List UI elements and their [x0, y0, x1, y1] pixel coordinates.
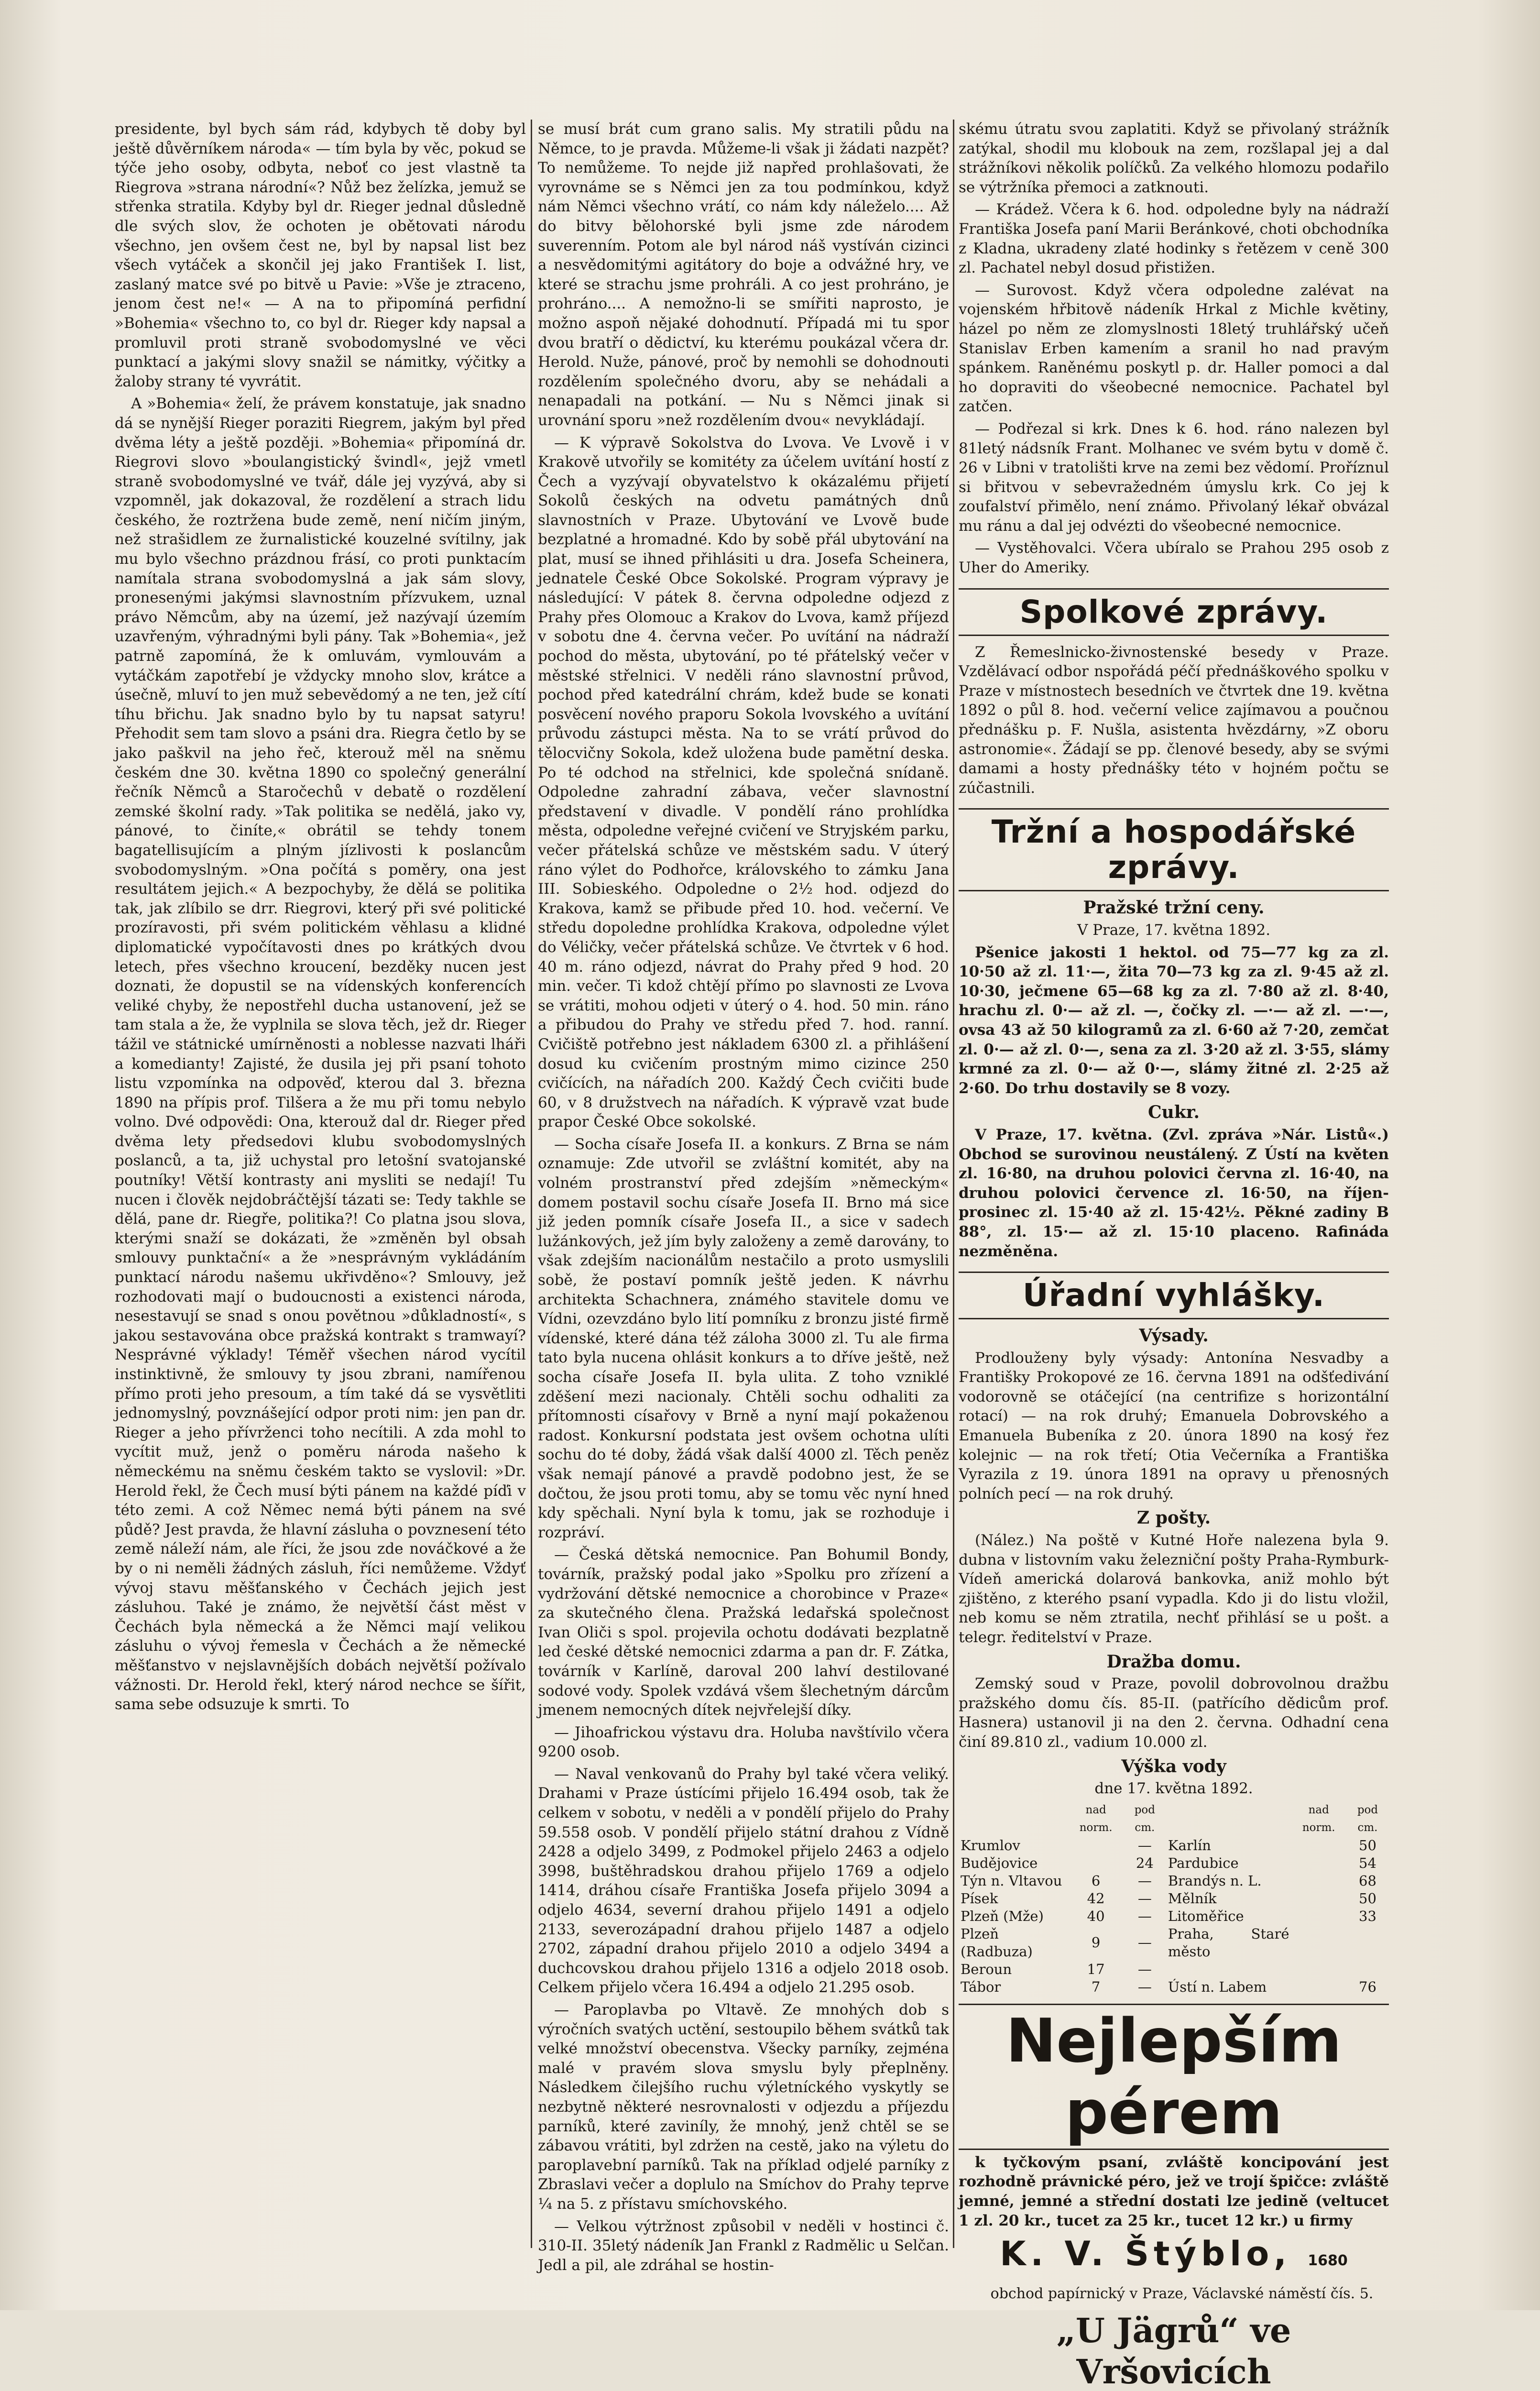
column-3 [959, 120, 1389, 2391]
table-header-cell: pod cm. [1134, 1803, 1155, 1834]
table-cell: — [1137, 1872, 1152, 1889]
dateline: dne 17. května 1892. [1094, 1780, 1253, 1798]
table-cell: 9 [1091, 1934, 1101, 1951]
table-cell: 24 [1136, 1854, 1154, 1871]
column-rule [953, 120, 954, 2248]
table-cell: Krumlov [961, 1837, 1020, 1854]
table-cell: Beroun [961, 1961, 1012, 1977]
news-item-visitors: — Naval venkovanů do Prahy byl také včera veliký. Drahami v Praze ústícími přijelo 16.494 osob, tak že celkem v sobotu, v neděli a v pondělí přijelo do Prahy 59.558 osob. V pondělí přijelo státní drahou z Vídně 2428 a odjelo 3499, z Podmokel přijelo 2463 a odjelo 3998, buštěhradskou drahou přijelo 1769 a odjelo 1414, dráhou císaře Františka Josefa přijelo 3094 a odjelo 4634, severní drahou přijelo 1491 a odjelo 2133, severozápadní drahou přijelo 1487 a odjelo 2702, západní drahou přijelo 2010 a odjelo 3494 a duchcovskou drahou přijelo 1316 a odjelo 2018 osob. Celkem přijelo včera 16.494 a odjelo 21.295 osob. [538, 1765, 949, 1996]
table-row [959, 1837, 1389, 1854]
table-cell [1291, 1854, 1346, 1872]
table-cell: Ústí n. Labem [1168, 1978, 1267, 1995]
table-cell: — [1137, 1934, 1152, 1951]
table-cell: 33 [1359, 1908, 1376, 1924]
table-cell: Karlín [1168, 1837, 1211, 1854]
article-paragraph: se musí brát cum grano salis. My stratili půdu na Němce, to je pravda. Můžeme-li však ji žádati nazpět? To nemůžeme. To nejde již napřed prohlašovati, že vyrovnáme se s Němci jen za tou podmínkou, když nám Němci všechno vrátí, co nám kdy náleželo.... Až do bitvy bělohorské byli jsme zde národem suverenním. Potom ale byl národ náš vystíván cizinci a nesvědomitými agitátory do boje a odvážné hry, ve které se strachu jsme prohráli. A co jest prohráno, je prohráno.... A nemožno-li se smířiti naprosto, je možno aspoň nějaké dohodnutí. Případá mi tu spor dvou bratří o dědictví, ku kterému poukázal včera dr. Herold. Nuže, pánové, proč by nemohli se dohodnouti rozdělením společného dvoru, aby se nehádali a nenapadali na potkání. — Nu s Němci jinak si urovnání sporu »než rozdělením dvou« nevykládají. [538, 121, 949, 429]
subheading-vysady: Výsady. [1139, 1326, 1209, 1346]
table-cell: Plzeň (Radbuza) [961, 1925, 1033, 1960]
table-cell [1291, 1961, 1346, 1978]
table-cell: — [1137, 1908, 1152, 1924]
advert-title-pen: Nejlepším pérem [959, 2004, 1389, 2150]
table-cell: Litoměřice [1168, 1908, 1244, 1924]
table-cell [1291, 1837, 1346, 1854]
news-item: skému útratu svou zaplatiti. Když se přivolaný strážník zatýkal, shodil mu klobouk na zem, rozšlapal jej a dal strážníkovi několik políčků. Za velkého hlomozu podařilo se výtržníka přemoci a zatknouti. [959, 121, 1389, 196]
section-heading-spolkove: Spolkové zprávy. [959, 588, 1389, 636]
table-cell [1068, 1854, 1123, 1872]
news-item: — Surovost. Když včera odpoledne zalévat na vojenském hřbitově nádeník Hrkal z Michle květiny, házel po něm ze zlomyslnosti 18letý truhlářský učeň Stanislav Erben kamením a sranil ho nad pravým spánkem. Raněnému poskytl p. dr. Haller pomoci a dal ho dopraviti do všeobecné nemocnice. Pachatel byl zatčen. [959, 281, 1389, 416]
advert-firm-label: K. V. Štýblo, [1000, 2234, 1291, 2274]
section-text: Z Řemeslnicko-živnostenské besedy v Praze. Vzdělávací odbor nspořádá péčí přednáškového spolku v Praze v místnostech besedních ve čtvrtek dne 19. května 1892 o půl 8. hod. večerní velice zajímavou a poučnou přednášku p. F. Nušla, asistenta hvězdárny, »Z oboru astronomie«. Žádají se pp. členové besedy, aby se svými damami a hosty přednášky této v hojném počtu se zúčastnili. [959, 643, 1389, 797]
table-cell: 17 [1087, 1961, 1105, 1977]
table-cell: Mělník [1168, 1890, 1217, 1907]
table-cell: — [1137, 1837, 1152, 1854]
table-cell: 54 [1359, 1854, 1376, 1871]
table-header-cell: nad norm. [1079, 1803, 1113, 1834]
table-cell: Písek [961, 1890, 998, 1907]
table-cell: 6 [1091, 1872, 1101, 1889]
table-cell [1166, 1961, 1291, 1978]
table-row [959, 1872, 1389, 1890]
column-1 [115, 120, 526, 2248]
table-cell [1291, 1890, 1346, 1908]
subheading-cukr: Cukr. [1148, 1102, 1200, 1123]
table-cell: — [1137, 1890, 1152, 1907]
table-cell [1291, 1872, 1346, 1890]
table-header-cell: pod cm. [1357, 1803, 1378, 1834]
table-row [959, 1925, 1389, 1961]
subheading-posty: Z pošty. [1136, 1508, 1211, 1528]
table-cell: 7 [1091, 1978, 1101, 1995]
advert-text: k tyčkovým psaní, zvláště koncipování jest rozhodně právnické péro, jež ve trojí špičce: zvláště jemné, jemné a střední dostati lze jedině (veltucet 1 zl. 20 kr., tucet za 25 kr., tucet 12 kr.) u firmy [959, 2153, 1389, 2229]
news-item-hospital: — Česká dětská nemocnice. Pan Bohumil Bondy, továrník, pražský podal jako »Spolku pro zřízení a vydržování dětské nemocnice a chorobince v Praze« za skutečného člena. Pražská ledařská společnost Ivan Oliči s spol. projevila ochotu dodávati bezplatně led české dětské nemocnici zdarma a pan dr. F. Zátka, továrník v Karlíně, daroval 200 lahví destilované sodové vody. Spolek vzdává všem šlechetným dárcům jmenem nemocných dítek nejvřelejší díky. [538, 1546, 949, 1719]
section-heading-trzni: Tržní a hospodářské zprávy. [959, 808, 1389, 891]
table-cell [1291, 1908, 1346, 1925]
table-cell: 68 [1359, 1872, 1376, 1889]
table-cell [1346, 1925, 1389, 1961]
table-cell: 40 [1087, 1908, 1105, 1924]
table-cell: Brandýs n. L. [1168, 1872, 1262, 1889]
column-2 [538, 120, 949, 2274]
advert-address: obchod papírnický v Praze, Václavské náměstí čís. 5. [990, 2285, 1374, 2303]
news-item: — Vystěhovalci. Včera ubíralo se Prahou 295 osob z Uher do Ameriky. [959, 539, 1389, 577]
subheading-ceny: Pražské tržní ceny. [1083, 898, 1265, 918]
advert-firm-name [959, 2233, 1389, 2281]
table-cell: — [1137, 1978, 1152, 1995]
table-row [959, 1890, 1389, 1908]
table-header-cell: nad norm. [1302, 1803, 1335, 1834]
table-cell: 50 [1359, 1890, 1376, 1907]
section-text: (Nález.) Na poště v Kutné Hoře nalezena byla 9. dubna v listovním vaku železniční pošty Praha-Rymburk-Vídeň americká dolarová bankovka, aniž mohlo být zjištěno, z kterého psaní vypadla. Kdo ji do listu vložil, neb komu se něm ztratila, nechť přihlásí se u pošt. a telegr. ředitelství v Praze. [959, 1532, 1389, 1646]
table-row [959, 1854, 1389, 1872]
advert-code: 1680 [1308, 2252, 1348, 2270]
table-cell: Pardubice [1168, 1854, 1239, 1871]
table-cell: Plzeň (Mže) [961, 1908, 1044, 1924]
table-row [959, 1961, 1389, 1978]
article-paragraph: A »Bohemia« želí, že právem konstatuje, jak snadno dá se nynější Rieger poraziti Riegrem, jakým byl před dvěma léty a ještě později. »Bohemia« připomíná dr. Riegrovi slovo »boulangistický švindl«, jejž vmetl straně svobodomyslné ve tvář, dále jej vyzývá, aby si vzpomněl, jak dokazoval, že rozdělení a strach lidu českého, že roztržena bude země, není ničím jiným, než strašidlem ze žurnalistické kouzelné svítilny, jak mu bylo všechno prázdnou frásí, co proti punktacím namítala strana svobodomyslná a jak sám slovy, pronesenými jakýmsi slavnostním přízvukem, uznal právo Němcům, aby na území, jež nazývají územím uzavřeným, výhradnými byli pány. Tak »Bohemia«, jež patrně zapomíná, že k omluvám, vymlouvám a vytáčkám zapotřebí je vždycky mnoho slov, krátce a úsečně, mluví to jen muž sebevědomý a ne ten, jež cítí tíhu břichu. Jak snadno bylo by tu napsat satyru! Přehodit sem tam slovo a psáni dra. Riegra četlo by se jako paškvil na jeho řeč, kterouž měl na sněmu českém dne 30. května 1890 co společný generální řečník Němců a Staročechů v debatě o rozdělení zemské školní rady. »Tak politika se nedělá, jako vy, pánové, to činíte,« obrátil se tehdy tonem bagatellisujícím a plným jízlivosti k poslancům svobodomyslným. »Ona počítá s poměry, ona jest resultátem jejich.« A bezpochyby, že dělá se politika tak, jak zlíbilo se drr. Riegrovi, který při své politické prozíravosti, při svém politickém věhlasu a klidné diplomatické vypočítavosti dnes po krátkých dvou letech, přes všechno kroucení, bezděky nucen jest doznati, že dopustil se na vídenských konferencích veliké chyby, že nepostřehl ducha ustanovení, jež se tam stala a že, že vyplnila se slova těch, jež dr. Rieger tážil ve státnické umírněnosti a noblesse nazvati lháři a komedianty! Zajisté, že dusila jej při psaní tohoto listu vzpomínka na odpověď, kterou dal 3. března 1890 na přípis prof. Tilšera a že mu při tomu nebylo volno. Dvé odpovědi: Ona, kterouž dal dr. Rieger před dvěma lety předsedovi klubu svobodomyslných poslanců, a ta, již uchystal pro letošní svatojanské poutníky! Větší kontrasty ani mysliti se nedají! Tu nucen i člověk nejdobráčtější tázati se: Tedy takhle se dělá, pane dr. Riegře, politika?! Co platna jsou slova, kterými snaží se dokázati, že »změněn byl obsah smlouvy punktační« a že »nesprávným vykládáním punktací národu našemu ukřivděno«? Smlouvy, jež rozhodovati mají o budoucnosti a existenci národa, nesestavují se snad s onou povětnou »důkladností«, s jakou sestavována obce pražská kontrakt s tramwayí? Nesprávné výklady! Téměř všechen národ vycítil instinktivně, že smlouvy ty jsou zbrani, namířenou přímo proti jeho presoum, a tím také dá se vysvětliti jednomyslný, povznášející odpor proti nim: jen pan dr. Rieger a jeho přívrženci toho necítili. A zda mohl to vycítit muž, jenž o poměru národa našeho k německému na sněmu českém takto se vyslovil: »Dr. Herold řekl, že Čech musí býti pánem na každé píďi v této zemi. A což Němec nemá býti pánem na své půdě? Jest pravda, že hlavní zásluha o povznesení této země náleží nám, ale říci, že jsou zde nováčkové a že by o ni neměli žádných zásluh, říci nemůžeme. Vždyť vývoj stavu měšťanského v Čechách jejich jest zásluhou. Také je známo, že největší část měst v Čechách byla německá a že Němci mají velikou zásluhu o vývoj řemesla v Čechách a že německé měšťanstvo v nejslavnějších dobách největší požívalo vážnosti. Dr. Herold řekl, který národ nechce se šířit, sama sebe odsuzuje k smrti. To [115, 395, 526, 1713]
table-cell [1291, 1925, 1346, 1961]
subheading-vody: Výška vody [1121, 1756, 1226, 1777]
table-cell: 50 [1359, 1837, 1376, 1854]
water-level-table [959, 1801, 1389, 1996]
table-cell: Tábor [961, 1978, 1001, 1995]
news-item: — Krádež. Včera k 6. hod. odpoledne byly na nádraží Františka Josefa paní Marii Beránkové, choti obchodníka z Kladna, ukradeny zlaté hodinky s řetězem v ceně 300 zl. Pachatel nebyl dosud přistižen. [959, 201, 1389, 277]
news-item-disturbance: — Velkou výtržnost způsobil v neděli v hostinci č. 310-II. 35letý nádeník Jan Frankl z Radmělic u Selčan. Jedl a pil, ale zdráhal se hostin- [538, 2217, 949, 2274]
section-text: Zemský soud v Praze, povolil dobrovolnou dražbu pražského domu čís. 85-II. (patřícího dědicům prof. Hasnera) ustanovil ji na den 2. června. Odhadní cena činí 89.810 zl., vadium 10.000 zl. [959, 1675, 1389, 1751]
table-row [959, 1978, 1389, 1996]
table-header-row [959, 1801, 1389, 1837]
table-cell: 42 [1087, 1890, 1105, 1907]
table-cell: Týn n. Vltavou [961, 1872, 1062, 1889]
table-cell: 76 [1359, 1978, 1376, 1995]
table-cell: Praha, Staré město [1168, 1925, 1289, 1960]
news-item-steamboat: — Paroplavba po Vltavě. Ze mnohých dob s výročních svatých uctění, sestoupilo během svátků tak velké množství obecenstva. Všecky parníky, zejména malé v pravém slova smyslu byly přeplněny. Následkem čilejšího ruchu výletníckého vyskytly se nezbytně některé nesrovnalosti v odjezdu a příjezdu parníků, které zaviníly, že mnohý, jenž chtěl se se zábavou vrátiti, byl zdržen na cestě, jako na výletu do paroplavební parníků. Tak na příklad odjelé parníky z Zbraslavi večer a doplulo na Smíchov do Prahy teprve ¼ na 5. z přístavu smíchovského. [538, 2001, 949, 2213]
dateline: V Praze, 17. května 1892. [1077, 921, 1271, 939]
article-paragraph: presidente, byl bych sám rád, kdybych tě doby byl ještě důvěrníkem národa« — tím byla by věc, pokud se týče jeho osoby, odbyta, neboť co jest vlastně ta Riegrova »strana národní«? Nůž bez želízka, jemuž se střenka stratila. Kdyby byl dr. Rieger jednal důsledně dle svých slov, že ochoten je obětovati národu všechno, jen ovšem čest ne, byl by napsal list bez všech vytáček a skončil jej jako František I. list, zaslaný matce své po bitvě u Pavie: »Vše je ztraceno, jenom čest ne!« — A na to připomíná perfidní »Bohemia« všechno to, co byl dr. Rieger kdy napsal a promluvil proti straně svobodomyslné ve věci punktací a jakými slovy snažil se námitky, výčitky a žaloby strany té vyvrátit. [115, 121, 526, 390]
market-prices: Pšenice jakosti 1 hektol. od 75—77 kg za zl. 10·50 až zl. 11·—, žita 70—73 kg za zl. 9·45 až zl. 10·30, ječmene 65—68 kg za zl. 7·80 až zl. 8·40, hrachu zl. 0·— až zl. —, čočky zl. —·— až zl. —·—, ovsa 43 až 50 kilogramů za zl. 6·60 až 7·20, zemčat zl. 0·— až zl. 0·—, sena za zl. 3·20 až zl. 3·55, slámy krmné za zl. 0·— až 0·—, slámy žitné zl. 2·25 až 2·60. Do trhu dostavily se 8 vozy. [959, 943, 1389, 1097]
section-text: Prodlouženy byly výsady: Antonína Nesvadby a Františky Prokopové ze 16. června 1891 na odšťedivání vodorovně se otáčející (na centrifize s horizontální rotací) — na rok druhý; Emanuela Dobrovského a Emanuela Bubeníka z 20. února 1890 na kosý řez kolejnic — na rok třetí; Otia Večerníka a Františka Vyrazila z 19. února 1891 na opravy u přenosných polních pecí — na rok druhý. [959, 1349, 1389, 1503]
advert-title-jagru: „U Jägrů“ ve Vršovicích [1056, 2311, 1291, 2391]
news-item-exhibition: — Jihoafrickou výstavu dra. Holuba navštívilo včera 9200 osob. [538, 1723, 949, 1761]
section-heading-uradni: Úřadní vyhlášky. [959, 1272, 1389, 1319]
news-item: — Podřezal si krk. Dnes k 6. hod. ráno nalezen byl 81letý nádsník Frant. Molhanec ve svém bytu v domě č. 26 v Libni v tratolišti krve na zemi bez vědomí. Proříznul si břitvou v sebevražedném úmyslu krk. Co jej k zoufalství přimělo, není známo. Přivolaný lékař obvázal mu ránu a dal jej odvézti do všeobecné nemocnice. [959, 420, 1389, 535]
news-item-sokol: — K výpravě Sokolstva do Lvova. Ve Lvově i v Krakově utvořily se komitéty za účelem uvítání hostí z Čech a vyzývají obyvatelstvo k okázalému přijetí Sokolů českých na odvetu památných dnů slavnostních v Praze. Ubytování ve Lvově bude bezplatné a hromadné. Kdo by sobě přál ubytování na plat, musí se ihned přihlásiti u dra. Josefa Scheinera, jednatele České Obce Sokolské. Program výpravy je následující: V pátek 8. června odpoledne odjezd z Prahy přes Olomouc a Krakov do Lvova, kamž příjezd v sobotu dne 4. června večer. Po uvítání na nádraží pochod do města, ubytování, po té přátelský večer v městské střelnici. V neděli ráno slavnostní průvod, pochod před katedrální chrám, kdež bude se konati posvěcení nového praporu Sokola lvovského a uvítání průvodu zástupci města. Na to se vrátí průvod do tělocvičny Sokola, kdež uložena bude pamětní deska. Po té odchod na střelnici, kde společná snídaně. Odpoledne zahradní zábava, večer slavnostní představení v divadle. V pondělí ráno prohlídka města, odpoledne veřejné cvičení ve Stryjském parku, večer přátelská schůze ve městském sadu. V úterý ráno výlet do Podhořce, královského to zámku Jana III. Sobieského. Odpoledne o 2½ hod. odjezd do Krakova, kamž se přibude před 10. hod. večerní. Ve středu dopoledne prohlídka Krakova, odpoledne výlet do Véličky, večer přátelská schůze. Ve čtvrtek v 6 hod. 40 m. ráno odjezd, návrat do Prahy před 9 hod. 20 min. večer. Ti kdož chtějí přímo po slavnosti ze Lvova se vrátiti, mohou odjeti v úterý o 4. hod. 50 min. ráno a přibudou do Prahy ve středu před 7. hod. ranní. Cvičiště potřebno jest nákladem 6300 zl. a přihlášení dosud ku cvičením prostným mimo cizince 250 cvičících, na nářadích 200. Každý Čech cvičiti bude 60, v 8 družstvech na nářadích. K výpravě vzat bude prapor České Obce sokolské. [538, 434, 949, 1131]
news-item-statue: — Socha císaře Josefa II. a konkurs. Z Brna se nám oznamuje: Zde utvořil se zvláštní komitét, aby na volném prostranství před zdejším »německým« domem postavil sochu císaře Josefa II. Brno má sice již jeden pomník císaře Josefa II., a sice v sadech lužánkových, jež jím byly založeny a země darovány, to však zdejším nacionálům nestačilo a proto usmyslili sobě, že postaví pomník ještě jeden. K návrhu architekta Schachnera, známého stavitele domu ve Vídni, ozevzdáno bylo lití pomníku z bronzu jisté firmě vídenské, které dána též záloha 3000 zl. Tu ale firma tato byla nucena ohlásit konkurs a to dříve ještě, než socha císaře Josefa II. byla ulita. Z toho vzniklé zděšení mezi nacionaly. Chtěli sochu odhaliti za přítomnosti císařovy v Brně a nyní mají pokaženou radost. Konkursní podstata jest ovšem ochotna ulíti sochu do té doby, žádá však další 4000 zl. Těch peněz však nemají pánové a pravdě podobno jest, že se dočtou, že jsou proti tomu, aby se tomu věc nyní hned kdy spěchali. Nyní byla k tomu, jak se rozhoduje i rozpráví. [538, 1135, 949, 1541]
table-cell [1291, 1978, 1346, 1996]
table-cell: — [1137, 1961, 1152, 1977]
column-rule [531, 120, 532, 2248]
sugar-report: V Praze, 17. května. (Zvl. zpráva »Nár. Listů«.) Obchod se surovinou neustálený. Z Ústí na květen zl. 16·80, na druhou polovici června zl. 16·40, na druhou polovici července zl. 16·50, na říjen-prosinec zl. 15·40 až zl. 15·42½. Pěkné zadiny B 88°, zl. 15·— až zl. 15·10 placeno. Rafináda nezměněna. [959, 1126, 1389, 1260]
subheading-drazba: Dražba domu. [1106, 1651, 1241, 1672]
table-cell [1346, 1961, 1389, 1978]
table-cell: Budějovice [961, 1854, 1038, 1871]
table-cell [1068, 1837, 1123, 1854]
table-row [959, 1908, 1389, 1925]
